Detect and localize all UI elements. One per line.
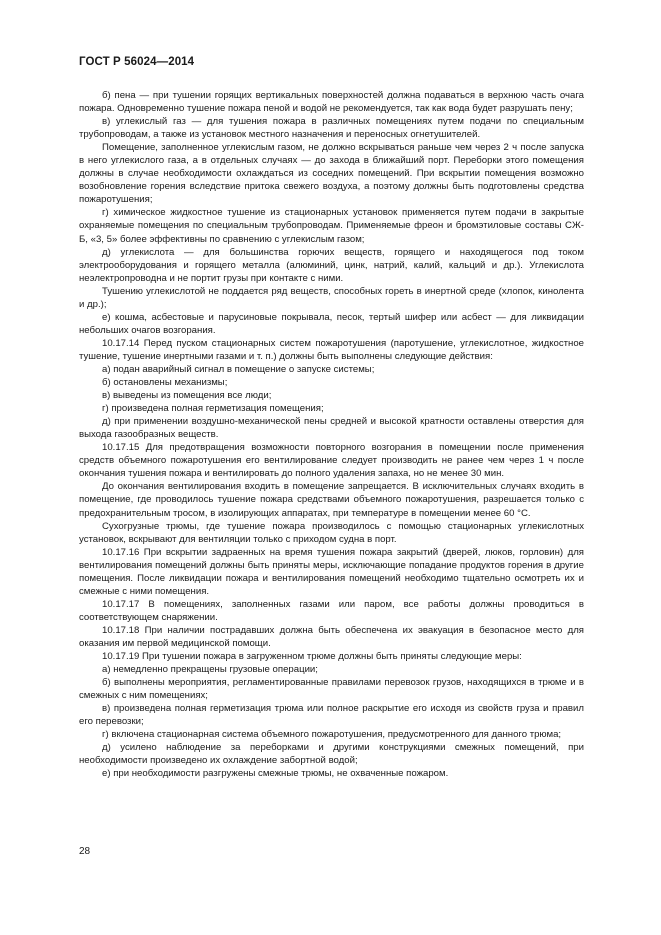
paragraph-item-e-blankets: е) кошма, асбестовые и парусиновые покрывала, песок, тертый шифер или асбест — для ликвидации небольших очагов возгорания. [79, 311, 584, 336]
paragraph-dry-cargo-holds: Сухогрузные трюмы, где тушение пожара производилось с помощью стационарных углекислотных установок, вскрывают для вентиляции только с приходом судна в порт. [79, 520, 584, 545]
list-item-19-g: г) включена стационарная система объемного пожаротушения, предусмотренного для данного трюма; [102, 729, 562, 741]
list-item-14-v: в) выведены из помещения все люди; [102, 390, 272, 402]
list-item-19-b: б) выполнены мероприятия, регламентированные правилами перевозок грузов, находящихся в трюме и в смежных с ним помещениях; [79, 677, 584, 702]
paragraph-item-g-chemical: г) химическое жидкостное тушение из стационарных установок применяется путем подачи в закрытые охраняемые помещения по специальным трубопроводам. Применяемые фреон и бромэтиловые составы СЖ-Б, «3, 5» более эффективны по сравнению с углекислым газом; [79, 207, 584, 245]
document-body [79, 89, 584, 780]
list-item-19-a: а) немедленно прекращены грузовые операции; [102, 664, 318, 676]
paragraph-ventilation-entry: До окончания вентилирования входить в помещение запрещается. В исключительных случаях входить в помещение, где проводилось тушение пожара средствами объемного пожаротушения, разрешается только с предохранительным тросом, в изолирующих аппаратах, при температуре в помещении менее 60 °С. [79, 481, 584, 519]
paragraph-co2-room-opening: Помещение, заполненное углекислым газом, не должно вскрываться раньше чем через 2 ч после запуска в него углекислого газа, а в отдельных случаях — до захода в ближайший порт. Переборки этого помещения должны в случае необходимости охлаждаться из соседних помещений. При вскрытии помещения возможно возобновление горения вследствие притока свежего воздуха, а поэтому должны быть подготовлены средства пожаротушения; [79, 142, 584, 206]
list-item-14-a: а) подан аварийный сигнал в помещение о запуске системы; [102, 363, 375, 375]
paragraph-10-17-16: 10.17.16 При вскрытии задраенных на время тушения пожара закрытий (дверей, люков, горловин) для вентилирования помещений должны быть приняты меры, исключающие попадание продуктов горения в другие помещения. После ликвидации пожара и вентилирования помещений необходимо тщательно осмотреть их и смежные с ними помещения. [79, 546, 584, 597]
list-item-19-v: в) произведена полная герметизация трюма или полное раскрытие его исходя из свойств груза и правил его перевозки; [79, 703, 584, 728]
paragraph-10-17-19: 10.17.19 При тушении пожара в загруженном трюме должны быть приняты следующие меры: [102, 651, 522, 663]
list-item-14-d: д) при применении воздушно-механической пены средней и высокой кратности оставлены отверстия для выхода газообразных веществ. [79, 416, 584, 441]
paragraph-10-17-17: 10.17.17 В помещениях, заполненных газами или паром, все работы должны проводиться в соответствующем снаряжении. [79, 598, 584, 623]
paragraph-co2-limits: Тушению углекислотой не поддается ряд веществ, способных гореть в инертной среде (хлопок, кинолента и др.); [79, 285, 584, 310]
list-item-14-b: б) остановлены механизмы; [102, 377, 228, 389]
list-item-19-d: д) усилено наблюдение за переборками и другими конструкциями смежных помещений, при необходимости произведено их охлаждение забортной водой; [79, 742, 584, 767]
paragraph-item-b-foam: б) пена — при тушении горящих вертикальных поверхностей должна подаваться в верхнюю часть очага пожара. Одновременно тушение пожара пеной и водой не рекомендуется, так как вода будет разрушать пену; [79, 90, 584, 115]
page-number: 28 [79, 846, 91, 857]
paragraph-10-17-18: 10.17.18 При наличии пострадавших должна быть обеспечена их эвакуация в безопасное место для оказания им первой медицинской помощи. [79, 624, 584, 649]
paragraph-item-v-co2-gas: в) углекислый газ — для тушения пожара в различных помещениях путем подачи по специальным трубопроводам, а также из установок местного назначения и переносных огнетушителей. [79, 116, 584, 141]
paragraph-10-17-14: 10.17.14 Перед пуском стационарных систем пожаротушения (паротушение, углекислотное, жидкостное тушение, тушение инертными газами и т. п.) должны быть выполнены следующие действия: [79, 337, 584, 362]
document-header-standard-id: ГОСТ Р 56024—2014 [79, 56, 195, 68]
list-item-14-g: г) произведена полная герметизация помещения; [102, 403, 324, 415]
list-item-19-e: е) при необходимости разгружены смежные трюмы, не охваченные пожаром. [102, 768, 449, 780]
paragraph-10-17-15: 10.17.15 Для предотвращения возможности повторного возгорания в помещении после применения средств объемного пожаротушения его вентилирование следует производить не ранее чем через 1 ч после окончания тушения пожара и вентилировать до полного удаления запаха, но не менее 30 мин. [79, 442, 584, 480]
paragraph-item-d-co2: д) углекислота — для большинства горючих веществ, горящего и находящегося под током электрооборудования и горящего металла (алюминий, цинк, натрий, калий, кальций и др.). Углекислота неэлектропроводна и не портит грузы при контакте с ними. [79, 246, 584, 284]
